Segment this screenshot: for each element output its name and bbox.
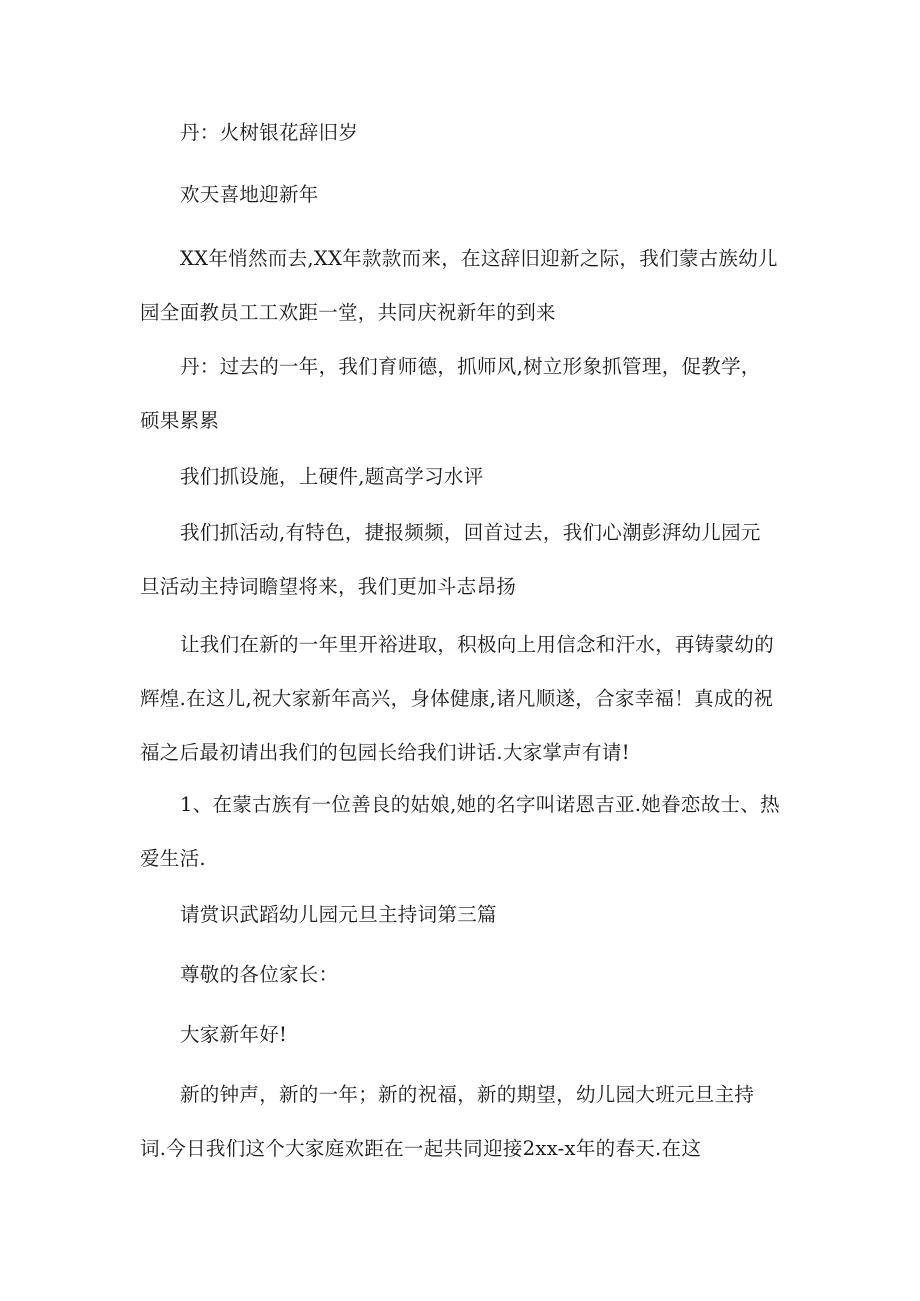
greeting: 大家新年好! xyxy=(180,1023,288,1046)
paragraph-6: 我们抓活动,有特色，捷报频频，回首过去，我们心潮彭湃幼儿园元旦活动主持词瞻望将来，我们更加斗志昂扬 xyxy=(140,521,761,598)
paragraph-4: 丹：过去的一年，我们育师德，抓师风,树立形象抓管理，促教学，硕果累累 xyxy=(140,355,761,432)
paragraph-8: 1、在蒙古族有一位善良的姑娘,她的名字叫诺恩吉亚.她眷恋故士、热爱生活. xyxy=(140,793,780,870)
paragraph-5: 我们抓设施，上硬件,题高学习水评 xyxy=(180,465,484,488)
section-heading: 请赏识武蹈幼儿园元旦主持词第三篇 xyxy=(180,903,497,926)
salutation: 尊敬的各位家长： xyxy=(180,963,339,986)
paragraph-2: 欢天喜地迎新年 xyxy=(180,183,319,206)
paragraph-7: 让我们在新的一年里开裕进取，积极向上用信念和汗水，再铸蒙幼的辉煌.在这儿,祝大家新年高兴，身体健康,诸凡顺遂，合家幸福！真成的祝福之后最初请出我们的包园长给我们讲话.大家掌声有请! xyxy=(140,633,775,764)
paragraph-3: XX年悄然而去,XX年款款而来，在这辞旧迎新之际，我们蒙古族幼儿园全面教员工工欢距一堂，共同庆祝新年的到来 xyxy=(140,247,778,324)
paragraph-1: 丹：火树银花辞旧岁 xyxy=(180,121,359,144)
paragraph-12: 新的钟声，新的一年；新的祝福，新的期望，幼儿园大班元旦主持词.今日我们这个大家庭欢距在一起共同迎接2xx-x年的春天.在这 xyxy=(140,1083,755,1160)
